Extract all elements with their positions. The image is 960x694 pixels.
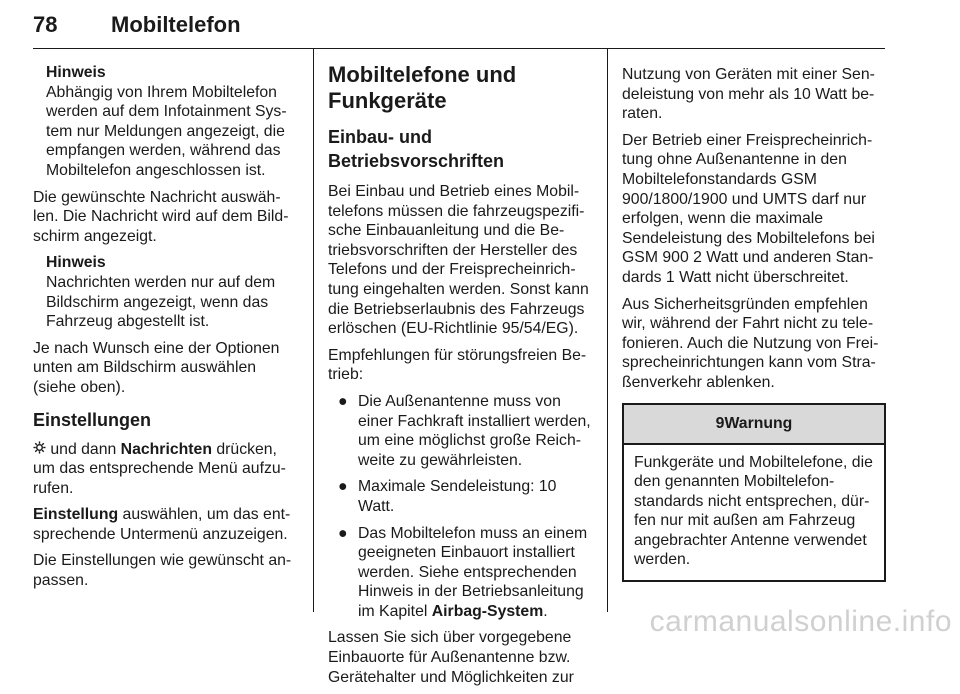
- watermark: carmanualsonline.info: [649, 605, 952, 638]
- column-3: [622, 65, 886, 582]
- header-divider: [33, 48, 885, 49]
- bullet-icon: ●: [338, 478, 348, 496]
- paragraph: Der Betrieb einer Freisprecheinrich-tung ohne Außenantenne in den Mobiltelefonstandards GSM 900/1800/1900 und UMTS darf nur erfolgen, wenn die maximale Sendeleistung des Mobiltelefons bei GSM 900 2 Watt und anderen Stan-dards 1 Watt nicht überschreitet.: [622, 131, 875, 286]
- subsection-title: Einbau- und Betriebsvorschriften: [328, 127, 505, 171]
- menu-label-einstellung: Einstellung: [33, 506, 119, 524]
- paragraph: Die gewünschte Nachricht auswäh-len. Die Nachricht wird auf dem Bild-schirm angezeigt.: [33, 188, 289, 245]
- paragraph: Lassen Sie sich über vorgegebene Einbauorte für Außenantenne bzw. Gerätehalter und Möglichkeiten zur: [328, 629, 574, 686]
- warning-title: Warnung: [724, 414, 793, 432]
- page-title: Mobiltelefon: [111, 12, 241, 37]
- paragraph: Je nach Wunsch eine der Optionen unten am Bildschirm auswählen (siehe oben).: [33, 339, 280, 396]
- warning-header: [624, 405, 884, 445]
- section-heading-settings: Einstellungen: [33, 409, 152, 430]
- list-item: ● Das Mobiltelefon muss an einem geeigneten Einbauort installiert werden. Siehe entsprechenden Hinweis in der Betriebsanleitung im Kapitel Airbag-System.: [338, 524, 588, 620]
- warning-text: Funkgeräte und Mobiltelefone, die den genannten Mobiltelefon-standards nicht entsprechen, dür-fen nur mit außen am Fahrzeug angebrachter Antenne verwendet werden.: [634, 453, 873, 569]
- note-box: [46, 253, 303, 331]
- paragraph: [33, 440, 303, 499]
- column-divider-1: [313, 49, 314, 612]
- paragraph: Aus Sicherheitsgründen empfehlen wir, während der Fahrt nicht zu tele-fonieren. Auch die Nutzung von Frei-sprecheinrichtungen kann vom Stra-ßenverkehr ablenken.: [622, 295, 879, 391]
- text-run: drücken, um das entsprechende Menü aufzu-rufen.: [33, 440, 286, 497]
- paragraph: Bei Einbau und Betrieb eines Mobil-telefons müssen die fahrzeugspezifi-sche Einbauanleitung und die Be-triebsvorschriften der Hersteller des Telefons und der Freisprecheinrich-tung eingehalten werden. Sonst kann die Betriebserlaubnis des Fahrzeugs erlöschen (EU-Richtlinie 95/54/EG).: [328, 183, 589, 338]
- column-2: [328, 62, 592, 694]
- bullet-list: [328, 392, 592, 622]
- paragraph: Die Einstellungen wie gewünscht an-passen.: [33, 552, 292, 590]
- list-item: ● Maximale Sendeleistung: 10 Watt.: [338, 478, 557, 515]
- settings-icon: [33, 440, 46, 460]
- text-run: auswählen, um das ent-sprechende Untermenü anzuzeigen.: [33, 506, 291, 543]
- note-box: [46, 63, 303, 181]
- paragraph: [33, 505, 303, 544]
- menu-label-nachrichten: Nachrichten: [120, 440, 212, 458]
- warning-icon: 9: [715, 414, 725, 432]
- note-title: Hinweis: [46, 254, 106, 272]
- bullet-icon: ●: [338, 392, 348, 410]
- list-item: ● Die Außenantenne muss von einer Fachkraft installiert werden, um eine möglichst große Reich-weite zu gewährleisten.: [338, 392, 591, 469]
- warning-box: [622, 403, 886, 583]
- column-divider-2: [607, 49, 608, 612]
- note-text: Nachrichten werden nur auf dem Bildschirm angezeigt, wenn das Fahrzeug abgestellt ist.: [46, 273, 276, 331]
- paragraph: Empfehlungen für störungsfreien Be-trieb:: [328, 346, 587, 384]
- column-1: [33, 65, 303, 598]
- chapter-reference: Airbag-System: [431, 602, 544, 620]
- page-number: 78: [33, 12, 58, 37]
- note-text: Abhängig von Ihrem Mobiltelefon werden auf dem Infotainment Sys-tem nur Meldungen angezeigt, die empfangen werden, während das Mobiltelefon angeschlossen ist.: [46, 83, 287, 179]
- section-title: Mobiltelefone und Funkgeräte: [328, 62, 517, 113]
- paragraph: Nutzung von Geräten mit einer Sen-deleistung von mehr als 10 Watt be-raten.: [622, 66, 875, 123]
- bullet-icon: ●: [338, 524, 348, 542]
- text-run: und dann: [46, 440, 121, 458]
- note-title: Hinweis: [46, 64, 106, 81]
